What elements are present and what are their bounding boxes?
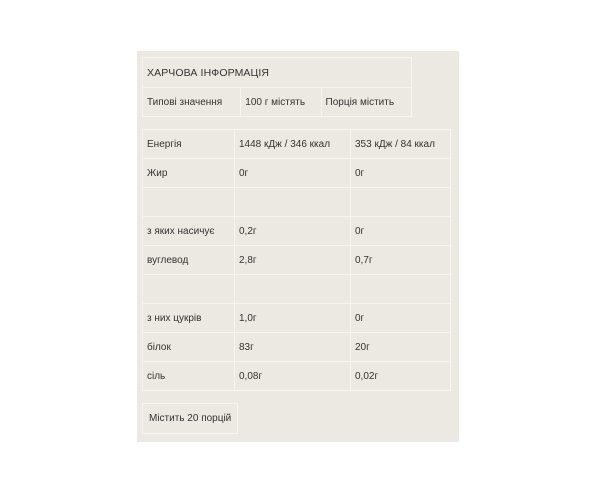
column-header-per-100g: 100 г містять [241,88,321,117]
nutrient-name [143,188,235,217]
table-row [143,130,451,159]
table-row [143,275,451,304]
column-headers-row [143,88,412,117]
servings-row [143,404,238,434]
servings-count: Містить 20 порцій [143,404,238,434]
table-row [143,217,451,246]
servings-table [142,403,238,434]
nutrient-per-100g [235,188,351,217]
nutrient-per-portion: 20г [351,333,451,362]
column-header-typical-values: Типові значення [143,88,241,117]
nutrient-per-portion: 0г [351,159,451,188]
nutrient-per-100g: 0,08г [235,362,351,391]
table-row [143,333,451,362]
nutrient-per-portion: 0г [351,217,451,246]
nutrient-name: Жир [143,159,235,188]
nutrient-per-portion: 0г [351,304,451,333]
nutrient-name: Енергія [143,130,235,159]
table-row [143,304,451,333]
table-row [143,246,451,275]
nutrients-table [142,129,451,391]
nutrient-per-100g: 1448 кДж / 346 ккал [235,130,351,159]
nutrition-title: ХАРЧОВА ІНФОРМАЦІЯ [143,58,412,88]
nutrition-header-table [142,57,412,117]
nutrient-name: сіль [143,362,235,391]
nutrition-info-panel [137,51,459,442]
nutrient-name: білок [143,333,235,362]
nutrient-per-100g: 0,2г [235,217,351,246]
nutrient-per-portion: 0,7г [351,246,451,275]
nutrient-per-100g: 1,0г [235,304,351,333]
nutrient-name: вуглевод [143,246,235,275]
nutrient-name: з яких насичує [143,217,235,246]
nutrient-per-portion [351,188,451,217]
nutrient-per-100g: 0г [235,159,351,188]
column-header-per-portion: Порція містить [321,88,411,117]
nutrient-per-100g [235,275,351,304]
nutrient-per-portion: 0,02г [351,362,451,391]
nutrition-title-row [143,58,412,88]
nutrient-per-100g: 2,8г [235,246,351,275]
nutrient-name [143,275,235,304]
table-row [143,188,451,217]
nutrient-per-portion: 353 кДж / 84 ккал [351,130,451,159]
nutrient-name: з них цукрів [143,304,235,333]
nutrient-per-100g: 83г [235,333,351,362]
table-row [143,362,451,391]
table-row [143,159,451,188]
nutrient-per-portion [351,275,451,304]
